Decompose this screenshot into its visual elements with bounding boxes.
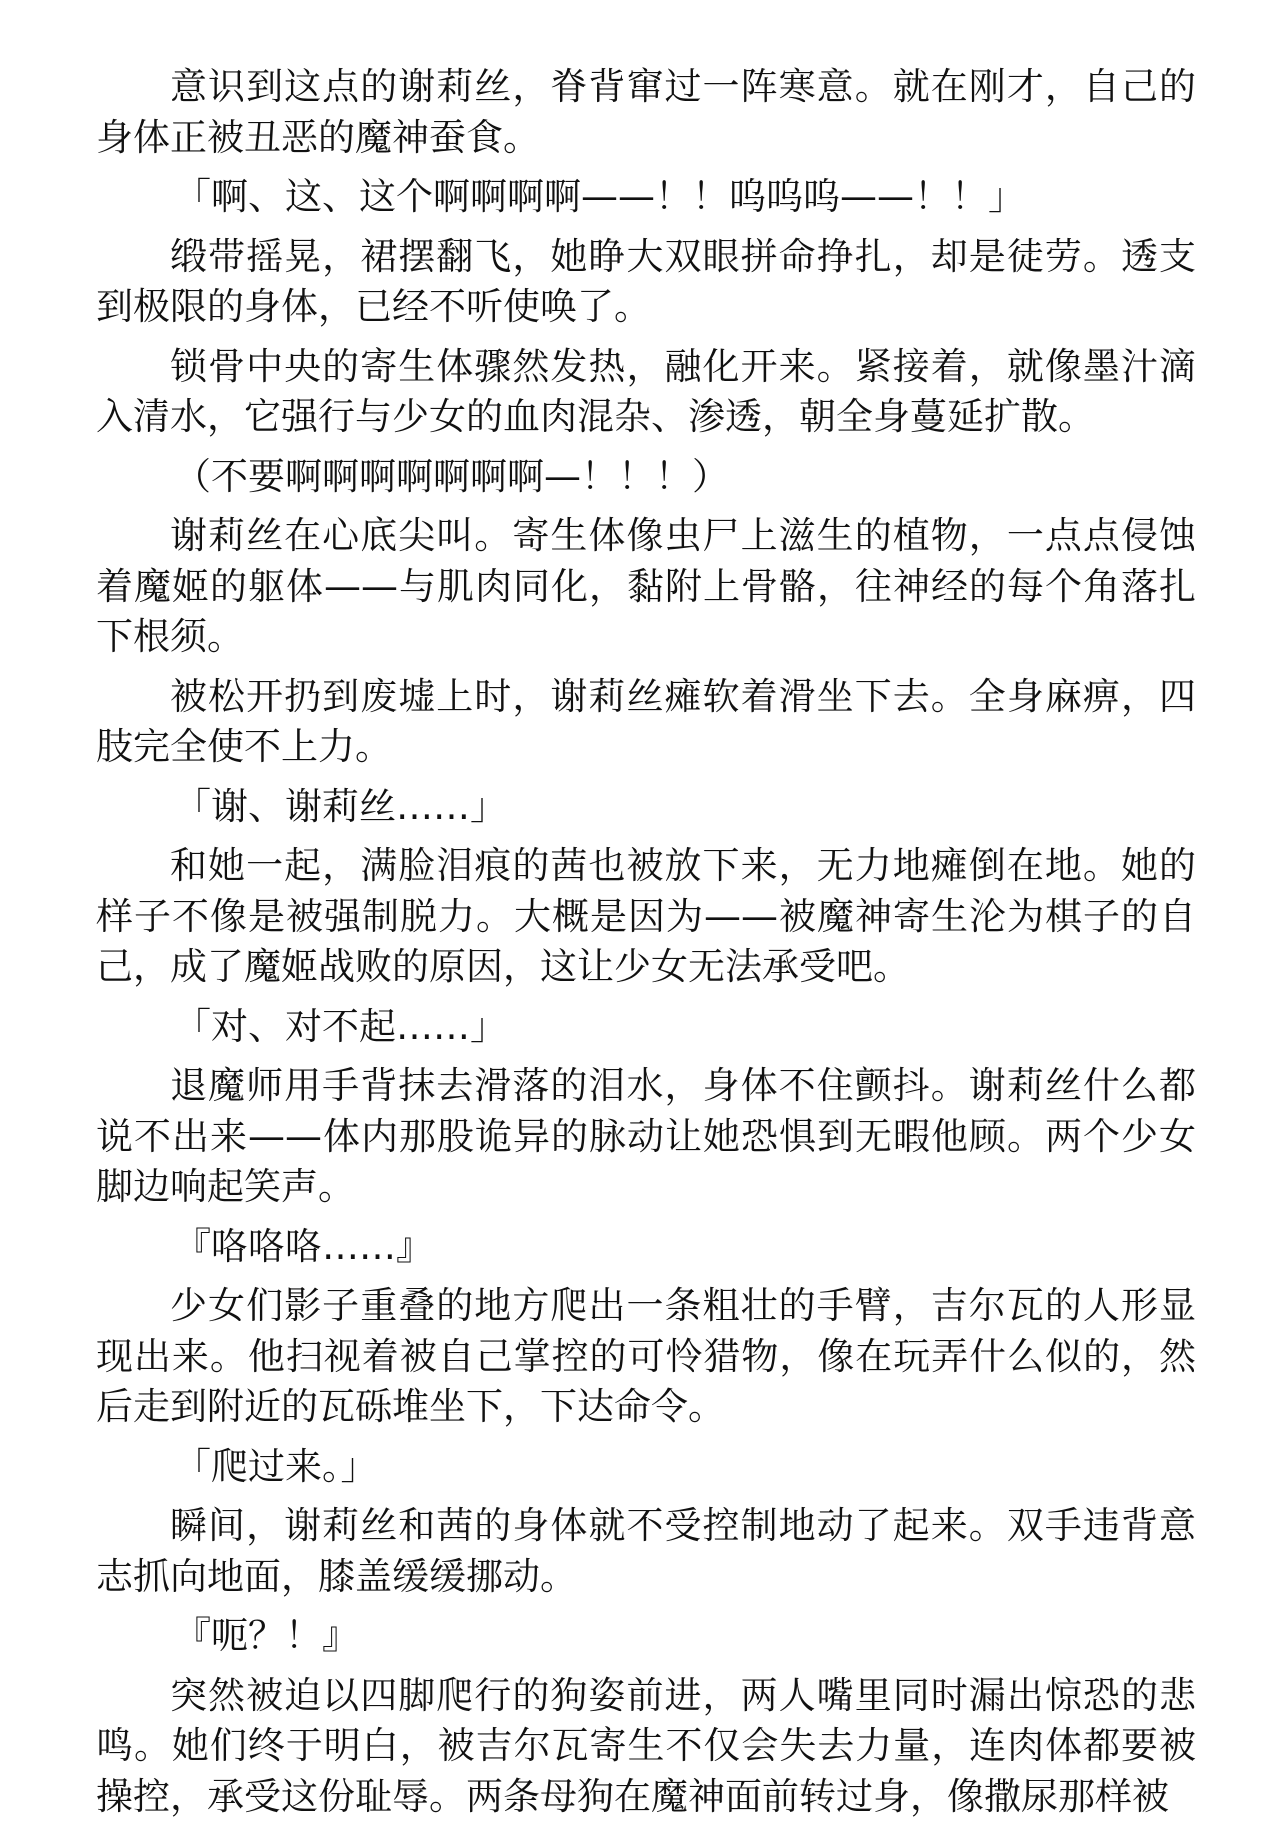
paragraph-2: 缎带摇晃，裙摆翻飞，她睁大双眼拼命挣扎，却是徒劳。透支到极限的身体，已经不听使唤了。 — [96, 234, 1196, 328]
paragraph-7: 退魔师用手背抹去滑落的泪水，身体不住颤抖。谢莉丝什么都说不出来——体内那股诡异的脉动让她恐惧到无暇他顾。两个少女脚边响起笑声。 — [96, 1064, 1196, 1208]
dialogue-5: 「爬过来。」 — [174, 1444, 378, 1488]
paragraph-1: 意识到这点的谢莉丝，脊背窜过一阵寒意。就在刚才，自己的身体正被丑恶的魔神蚕食。 — [96, 65, 1196, 159]
dialogue-4: 『咯咯咯……』 — [174, 1224, 433, 1268]
paragraph-5: 被松开扔到废墟上时，谢莉丝瘫软着滑坐下去。全身麻痹，四肢完全使不上力。 — [96, 674, 1196, 768]
dialogue-1: 「啊、这、这个啊啊啊啊——！！呜呜呜——！！」 — [174, 175, 1025, 218]
paragraph-8: 少女们影子重叠的地方爬出一条粗壮的手臂，吉尔瓦的人形显现出来。他扫视着被自己掌控的可怜猎物，像在玩弄什么似的，然后走到附近的瓦砾堆坐下，下达命令。 — [96, 1284, 1196, 1428]
dialogue-2: 「谢、谢莉丝……」 — [174, 784, 507, 828]
paragraph-3: 锁骨中央的寄生体骤然发热，融化开来。紧接着，就像墨汁滴入清水，它强行与少女的血肉混杂、渗透，朝全身蔓延扩散。 — [96, 344, 1196, 438]
inner-thought-1: （不要啊啊啊啊啊啊啊—！！！） — [174, 454, 729, 498]
dialogue-3: 「对、对不起……」 — [174, 1004, 507, 1048]
paragraph-10: 突然被迫以四脚爬行的狗姿前进，两人嘴里同时漏出惊恐的悲鸣。她们终于明白，被吉尔瓦寄生不仅会失去力量，连肉体都要被操控，承受这份耻辱。两条母狗在魔神面前转过身，像撒尿那样被 — [96, 1673, 1196, 1818]
novel-page — [96, 62, 1196, 1831]
paragraph-9: 瞬间，谢莉丝和茜的身体就不受控制地动了起来。双手违背意志抓向地面，膝盖缓缓挪动。 — [96, 1504, 1196, 1598]
dialogue-6: 『呃？！』 — [174, 1614, 359, 1657]
paragraph-6: 和她一起，满脸泪痕的茜也被放下来，无力地瘫倒在地。她的样子不像是被强制脱力。大概是因为——被魔神寄生沦为棋子的自己，成了魔姬战败的原因，这让少女无法承受吧。 — [96, 844, 1196, 988]
paragraph-4: 谢莉丝在心底尖叫。寄生体像虫尸上滋生的植物，一点点侵蚀着魔姬的躯体——与肌肉同化，黏附上骨骼，往神经的每个角落扎下根须。 — [96, 514, 1196, 658]
